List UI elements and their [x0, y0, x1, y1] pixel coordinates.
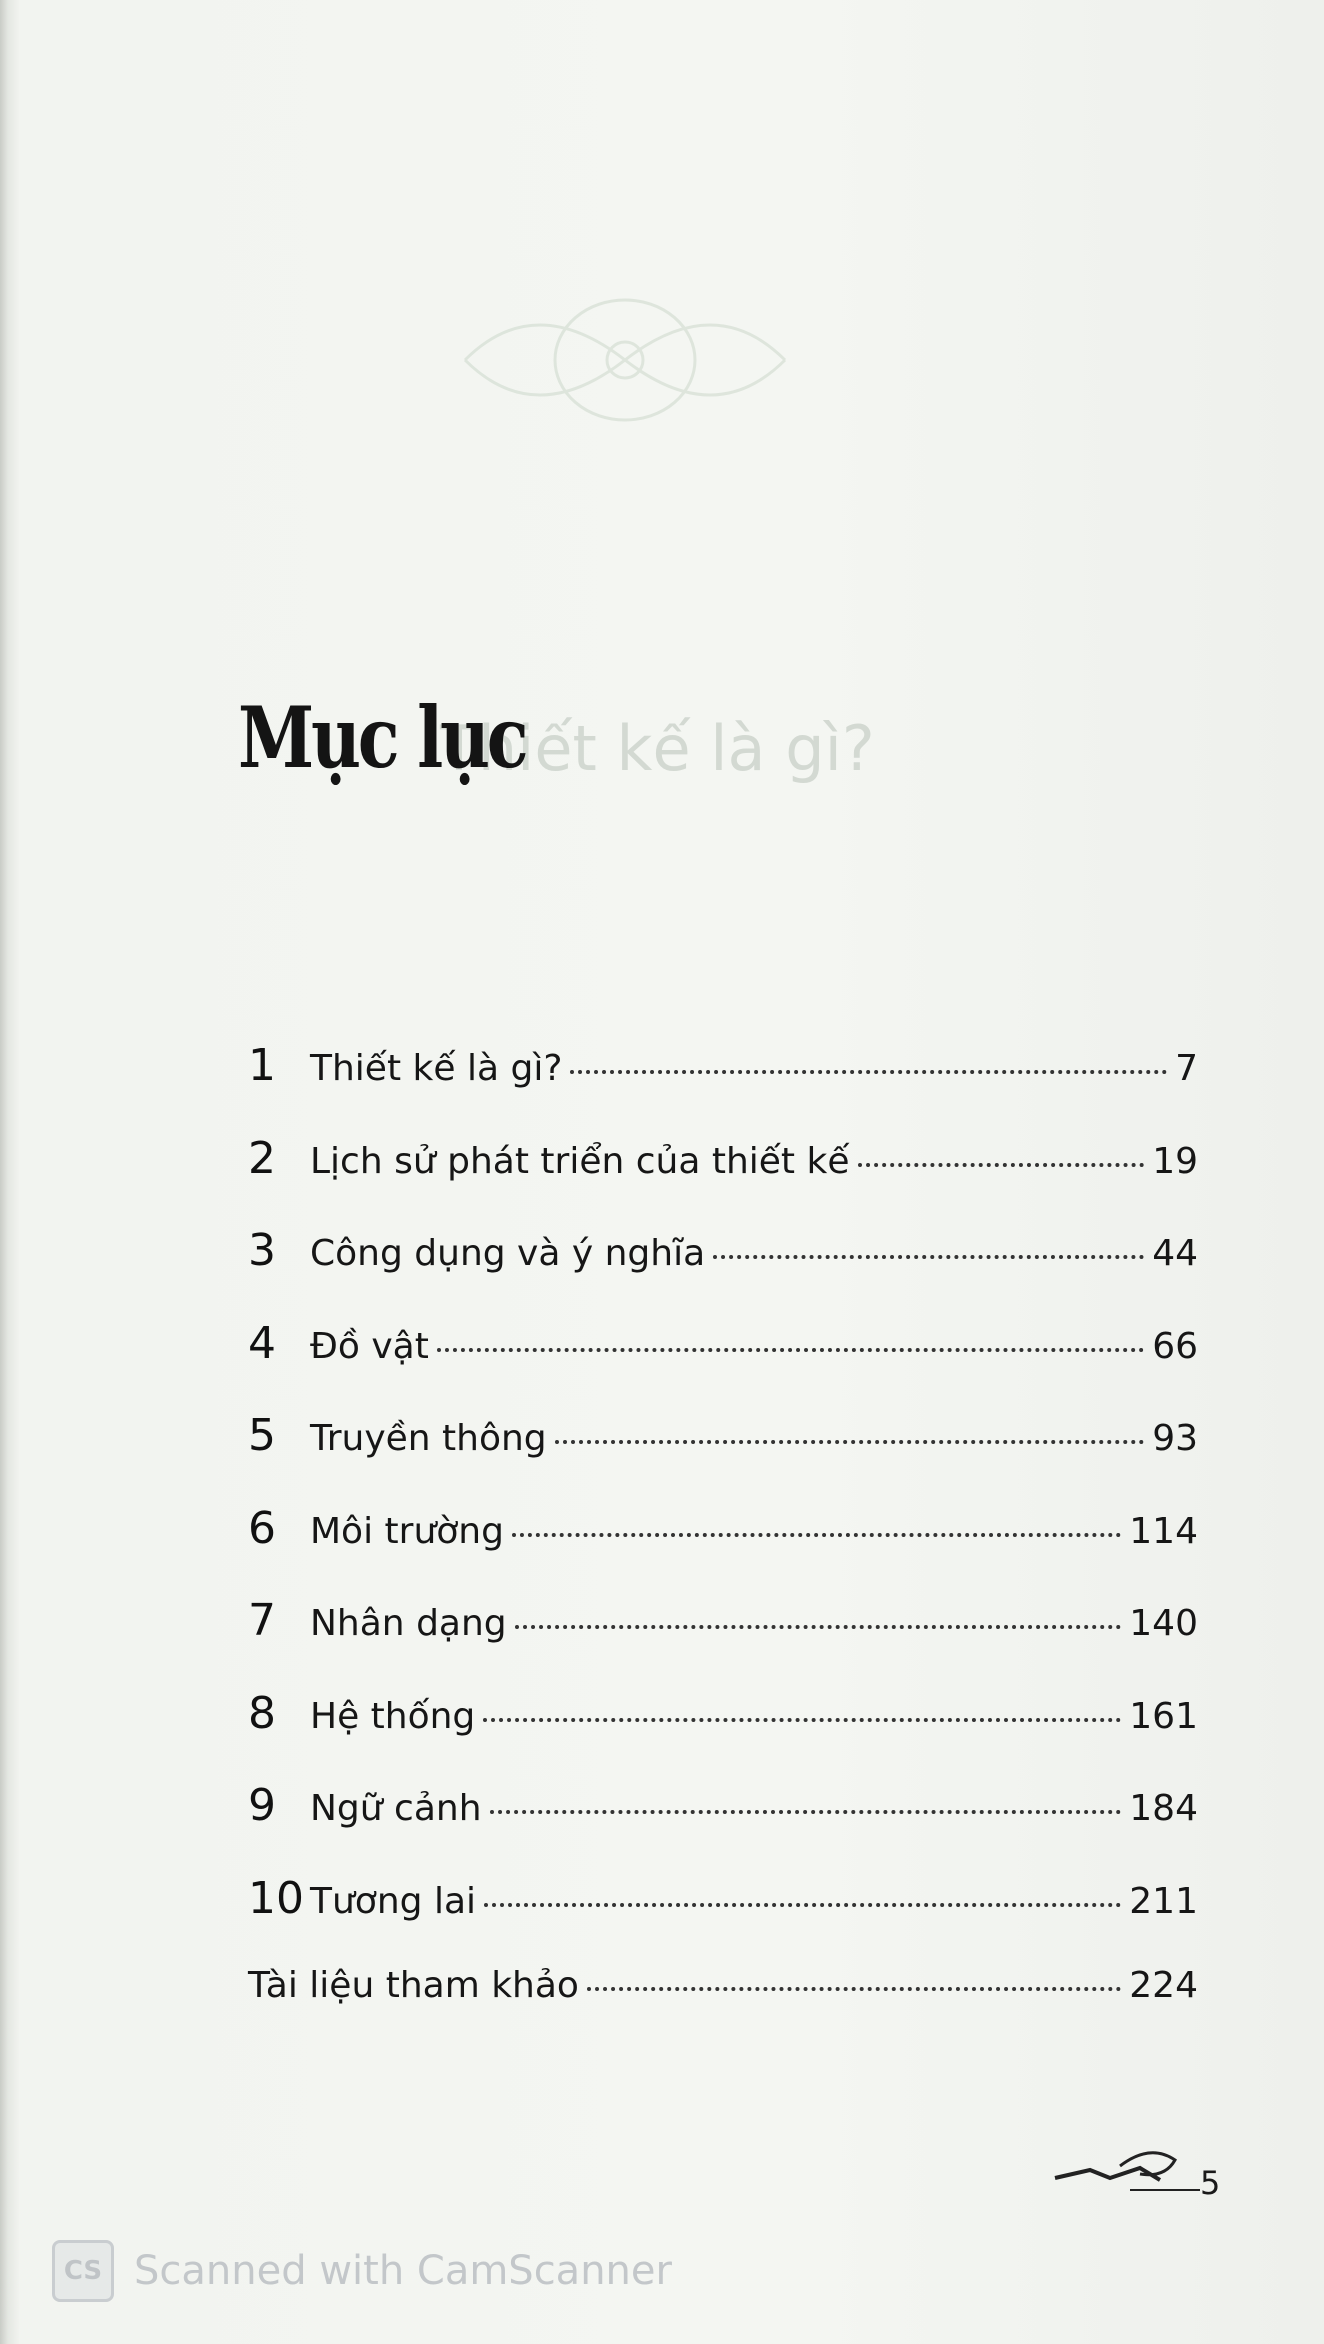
page-number: 5 — [1200, 2164, 1221, 2202]
chapter-title: Môi trường — [310, 1510, 504, 1552]
chapter-number: 8 — [248, 1687, 276, 1739]
dot-leader — [858, 1163, 1145, 1167]
chapter-title: Công dụng và ý nghĩa — [310, 1233, 706, 1274]
chapter-page: 93 — [1152, 1418, 1198, 1459]
toc-entry[interactable] — [248, 1318, 1198, 1411]
chapter-page: 44 — [1152, 1233, 1198, 1274]
table-of-contents — [248, 1040, 1198, 2058]
chapter-number: 6 — [248, 1502, 276, 1554]
chapter-title: Lịch sử phát triển của thiết kế — [310, 1140, 850, 1182]
chapter-number: 3 — [248, 1225, 276, 1276]
chapter-page: 161 — [1129, 1695, 1198, 1737]
dot-leader — [587, 1987, 1121, 1991]
chapter-page: 114 — [1129, 1510, 1198, 1552]
chapter-page: 66 — [1152, 1325, 1198, 1367]
chapter-title: Hệ thống — [310, 1695, 476, 1737]
chapter-title: Tài liệu tham khảo — [248, 1965, 579, 2006]
chapter-page: 7 — [1175, 1048, 1198, 1089]
toc-entry[interactable] — [248, 1780, 1198, 1873]
camscanner-logo-icon: CS — [52, 2240, 114, 2302]
dot-leader — [515, 1625, 1122, 1629]
dot-leader — [713, 1255, 1144, 1259]
chapter-page: 211 — [1129, 1880, 1198, 1922]
toc-entry[interactable] — [248, 1410, 1198, 1503]
chapter-number: 1 — [248, 1040, 276, 1091]
toc-entry[interactable] — [248, 1688, 1198, 1781]
dot-leader — [490, 1810, 1122, 1814]
chapter-page: 184 — [1129, 1788, 1198, 1829]
chapter-number: 2 — [248, 1132, 276, 1184]
dot-leader — [570, 1070, 1167, 1074]
chapter-page: 140 — [1129, 1603, 1198, 1644]
dot-leader — [483, 1718, 1121, 1722]
toc-entry[interactable] — [248, 1133, 1198, 1226]
dot-leader — [437, 1348, 1144, 1352]
dot-leader — [555, 1440, 1145, 1444]
chapter-title: Nhân dạng — [310, 1603, 507, 1644]
chapter-page: 19 — [1152, 1140, 1198, 1182]
chapter-number: 7 — [248, 1595, 276, 1646]
chapter-number: 9 — [248, 1780, 276, 1831]
chapter-page: 224 — [1129, 1965, 1198, 2006]
chapter-title: Thiết kế là gì? — [310, 1048, 563, 1089]
camscanner-watermark — [52, 2240, 672, 2302]
chapter-title: Ngữ cảnh — [310, 1788, 482, 1829]
toc-entry[interactable] — [248, 1965, 1198, 2058]
toc-entry[interactable] — [248, 1225, 1198, 1318]
chapter-title: Truyền thông — [310, 1418, 547, 1459]
toc-entry[interactable] — [248, 1040, 1198, 1133]
chapter-title: Tương lai — [310, 1880, 477, 1922]
dot-leader — [512, 1533, 1121, 1537]
chapter-number: 5 — [248, 1410, 276, 1461]
chapter-number: 4 — [248, 1317, 276, 1369]
chapter-number: 10 — [248, 1872, 304, 1924]
toc-entry[interactable] — [248, 1595, 1198, 1688]
watermark-text: Scanned with CamScanner — [134, 2248, 672, 2294]
chapter-title: Đồ vật — [310, 1325, 429, 1367]
bleed-through-title: Thiết kế là gì? — [440, 712, 875, 785]
toc-entry[interactable] — [248, 1503, 1198, 1596]
dot-leader — [484, 1903, 1121, 1907]
publisher-mark-icon — [1050, 2138, 1220, 2198]
toc-entry[interactable] — [248, 1873, 1198, 1966]
page-title: Mục lục — [238, 688, 526, 787]
decorative-ornament-icon — [445, 250, 805, 470]
